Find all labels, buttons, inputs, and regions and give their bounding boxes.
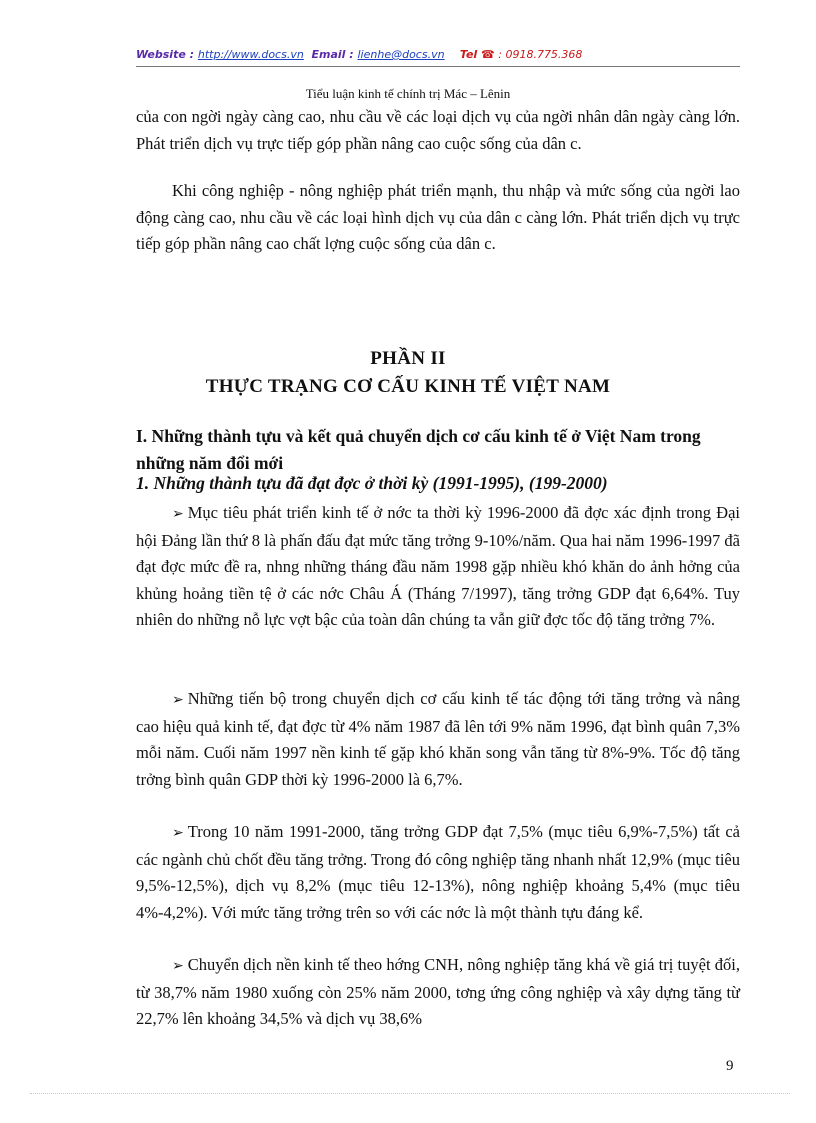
page-header bbox=[136, 48, 740, 61]
bullet-paragraph-4 bbox=[136, 952, 740, 1033]
paragraph-2: Khi công nghiệp - nông nghiệp phát triển mạnh, thu nhập và mức sống của ngời lao động càng cao, nhu cầu về các loại hình dịch vụ của dân c càng lớn. Phát triển dịch vụ trực tiếp góp phần nâng cao chất lợng cuộc sống của dân c. bbox=[136, 181, 740, 253]
sub-heading: 1. Những thành tựu đã đạt đợc ở thời kỳ (1991-1995), (199-2000) bbox=[136, 473, 608, 493]
section-heading: I. Những thành tựu và kết quả chuyển dịch cơ cấu kinh tế ở Việt Nam trong những năm đổi mới bbox=[136, 426, 701, 473]
website-link[interactable]: http://www.docs.vn bbox=[197, 48, 304, 61]
bullet-text-2: Những tiến bộ trong chuyển dịch cơ cấu kinh tế tác động tới tăng trởng và nâng cao hiệu quả kinh tế, đạt đợc từ 4% năm 1987 đã lên tới 9% năm 1996, đạt bình quân 7,3% mỗi năm. Cuối năm 1997 nền kinh tế gặp khó khăn song vẫn tăng từ 8%-9%. Tốc độ tăng trởng bình quân GDP thời kỳ 1996-2000 là 6,7%. bbox=[136, 689, 740, 789]
arrow-bullet-icon: ➢ bbox=[172, 825, 184, 841]
bullet-paragraph-3 bbox=[136, 819, 740, 926]
email-label: Email bbox=[311, 48, 346, 61]
page-number: 9 bbox=[726, 1058, 734, 1074]
paragraph-1: của con ngời ngày càng cao, nhu cầu về các loại dịch vụ của ngời nhân dân ngày càng lớn. Phát triển dịch vụ trực tiếp góp phần nâng cao cuộc sống của dân c. bbox=[136, 107, 740, 153]
arrow-bullet-icon: ➢ bbox=[172, 692, 184, 708]
tel-label: Tel ☎ bbox=[459, 48, 495, 61]
part-title: THỰC TRẠNG CƠ CẤU KINH TẾ VIỆT NAM bbox=[205, 376, 611, 397]
phone-number: : 0918.775.368 bbox=[494, 48, 583, 61]
bullet-text-1: Mục tiêu phát triển kinh tế ở nớc ta thời kỳ 1996-2000 đã đợc xác định trong Đại hội Đảng lần thứ 8 là phấn đấu đạt mức tăng trởng 9-10%/năm. Qua hai năm 1996-1997 đã đạt đợc mức đề ra, nhng những tháng đầu năm 1998 gặp nhiều khó khăn do ảnh hởng của khủng hoảng tiền tệ ở các nớc Châu Á (Tháng 7/1997), tăng trởng GDP đạt 6,64%. Tuy nhiên do những nỗ lực vợt bậc của toàn dân chúng ta vẫn giữ đợc tốc độ tăng trởng 7%. bbox=[136, 503, 740, 629]
part-number: PHẦN II bbox=[370, 348, 446, 369]
website-label: Website : bbox=[136, 48, 198, 61]
footer-divider bbox=[30, 1093, 790, 1094]
bullet-text-4: Chuyển dịch nền kinh tế theo hớng CNH, nông nghiệp tăng khá về giá trị tuyệt đối, từ 38,7% năm 1980 xuống còn 25% năm 2000, tơng ứng công nghiệp và xây dựng tăng từ 22,7% lên khoảng 34,5% và dịch vụ 38,6% bbox=[136, 955, 740, 1028]
arrow-bullet-icon: ➢ bbox=[172, 958, 184, 974]
arrow-bullet-icon: ➢ bbox=[172, 506, 184, 522]
email-link[interactable]: lienhe@docs.vn bbox=[357, 48, 445, 61]
bullet-paragraph-2 bbox=[136, 686, 740, 793]
bullet-paragraph-1 bbox=[136, 500, 740, 634]
bullet-text-3: Trong 10 năm 1991-2000, tăng trởng GDP đạt 7,5% (mục tiêu 6,9%-7,5%) tất cả các ngành chủ chốt đều tăng trởng. Trong đó công nghiệp tăng nhanh nhất 12,9% (mục tiêu 9,5%-12,5%), dịch vụ 8,2% (mục tiêu 12-13%), nông nghiệp khoảng 5,4% (mục tiêu 4%-4,2%). Với mức tăng trởng trên so với các nớc là một thành tựu đáng kể. bbox=[136, 822, 740, 922]
email-separator: : bbox=[345, 48, 358, 61]
running-title: Tiểu luận kinh tế chính trị Mác – Lênin bbox=[305, 86, 511, 101]
header-divider bbox=[136, 66, 740, 67]
